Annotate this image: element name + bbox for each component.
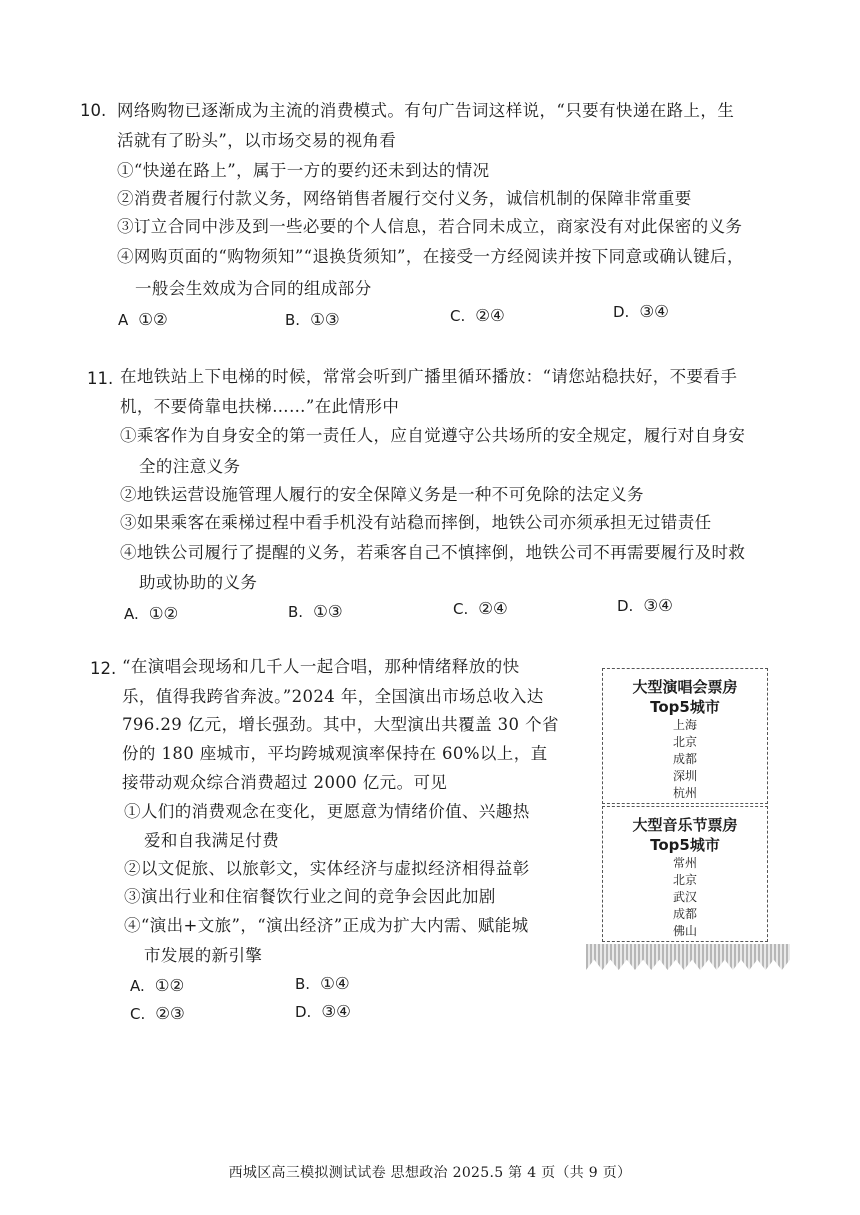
option-letter: D.: [617, 597, 634, 615]
statement-4-cont: 一般会生效成为合同的组成部分: [135, 279, 372, 298]
question-stem: 796.29 亿元，增长强劲。其中，大型演出共覆盖 30 个省: [122, 715, 559, 734]
statement-3: ③订立合同中涉及到一些必要的个人信息，若合同未成立，商家没有对此保密的义务: [117, 217, 743, 236]
question-stem: “在演唱会现场和几千人一起合唱，那种情绪释放的快: [122, 657, 520, 676]
statement-1-cont: 全的注意义务: [139, 457, 241, 476]
option-d[interactable]: [613, 301, 669, 323]
question-stem: 机，不要倚靠电扶梯……”在此情形中: [120, 397, 400, 416]
city-item: 成都: [672, 752, 697, 766]
city-item: 上海: [672, 718, 697, 732]
ticket-stub-fringe: [586, 944, 790, 970]
option-b[interactable]: [285, 309, 340, 331]
option-letter: C.: [130, 1005, 146, 1023]
concert-box-office-panel: [602, 668, 768, 804]
option-b[interactable]: [295, 973, 350, 995]
option-c[interactable]: [130, 1003, 185, 1025]
statement-3: ③如果乘客在乘梯过程中看手机没有站稳而摔倒，地铁公司亦须承担无过错责任: [120, 513, 712, 532]
option-letter: D.: [613, 303, 630, 321]
statement-4: ④网购页面的“购物须知”“退换货须知”，在接受一方经阅读并按下同意或确认键后，: [117, 247, 744, 266]
option-c[interactable]: [450, 305, 505, 327]
statement-4-cont: 市发展的新引擎: [144, 946, 263, 965]
option-text: ②④: [475, 306, 505, 325]
option-letter: A: [118, 311, 129, 329]
statement-4-cont: 助或协助的义务: [139, 573, 258, 592]
statement-1: ①乘客作为自身安全的第一责任人，应自觉遵守公共场所的安全规定，履行对自身安: [120, 426, 746, 445]
statement-4: ④“演出+文旅”，“演出经济”正成为扩大内需、赋能城: [124, 916, 529, 935]
option-text: ①②: [154, 976, 185, 995]
question-number: 10.: [80, 101, 107, 120]
option-letter: C.: [453, 600, 469, 618]
panel-subtitle: Top5城市: [650, 836, 720, 854]
question-stem: 接带动观众综合消费超过 2000 亿元。可见: [122, 773, 448, 792]
option-text: ③④: [321, 1002, 351, 1021]
option-a[interactable]: [118, 309, 168, 331]
option-letter: B.: [295, 975, 311, 993]
question-number: 12.: [90, 659, 117, 678]
panel-subtitle: Top5城市: [650, 698, 720, 716]
option-a[interactable]: [124, 603, 178, 625]
city-item: 武汉: [672, 890, 697, 904]
question-number: 11.: [87, 369, 114, 388]
option-text: ①②: [148, 604, 179, 623]
option-letter: A.: [130, 977, 145, 995]
question-stem: 网络购物已逐渐成为主流的消费模式。有句广告词这样说，“只要有快递在路上，生: [117, 101, 735, 120]
statement-4: ④地铁公司履行了提醒的义务，若乘客自己不慎摔倒，地铁公司不再需要履行及时救: [120, 543, 746, 562]
statement-3: ③演出行业和住宿餐饮行业之间的竞争会因此加剧: [124, 887, 496, 906]
statement-1: ①“快递在路上”，属于一方的要约还未到达的情况: [117, 161, 490, 180]
option-letter: B.: [285, 311, 301, 329]
statement-2: ②以文促旅、以旅彰文，实体经济与虚拟经济相得益彰: [124, 859, 530, 878]
option-b[interactable]: [288, 601, 343, 623]
option-text: ①③: [313, 602, 343, 621]
city-item: 常州: [672, 856, 697, 870]
question-stem: 在地铁站上下电梯的时候，常常会听到广播里循环播放：“请您站稳扶好，不要看手: [120, 367, 738, 386]
option-text: ②③: [155, 1004, 185, 1023]
question-stem: 份的 180 座城市，平均跨城观演率保持在 60%以上，直: [122, 744, 548, 763]
option-letter: C.: [450, 307, 466, 325]
option-letter: A.: [124, 605, 139, 623]
question-stem: 活就有了盼头”，以市场交易的视角看: [117, 131, 397, 150]
page-footer: 西城区高三模拟测试试卷 思想政治 2025.5 第 4 页（共 9 页）: [228, 1165, 632, 1181]
option-text: ①④: [320, 974, 350, 993]
panel-title: 大型演唱会票房: [632, 678, 738, 696]
city-item: 北京: [672, 873, 697, 887]
statement-2: ②地铁运营设施管理人履行的安全保障义务是一种不可免除的法定义务: [120, 485, 644, 504]
statement-2: ②消费者履行付款义务，网络销售者履行交付义务，诚信机制的保障非常重要: [117, 189, 692, 208]
option-a[interactable]: [130, 975, 184, 997]
option-c[interactable]: [453, 598, 508, 620]
question-stem: 乐，值得我跨省奔波。”2024 年，全国演出市场总收入达: [122, 687, 544, 706]
option-letter: B.: [288, 603, 304, 621]
statement-1: ①人们的消费观念在变化，更愿意为情绪价值、兴趣热: [124, 802, 530, 821]
option-text: ①②: [138, 310, 168, 329]
option-d[interactable]: [617, 595, 673, 617]
option-text: ①③: [310, 310, 340, 329]
music-festival-box-office-panel: [602, 806, 768, 942]
option-letter: D.: [295, 1003, 312, 1021]
panel-title: 大型音乐节票房: [632, 816, 738, 834]
city-item: 成都: [672, 907, 697, 921]
option-d[interactable]: [295, 1001, 351, 1023]
city-item: 佛山: [672, 924, 697, 938]
city-item: 杭州: [672, 786, 697, 800]
option-text: ③④: [643, 596, 673, 615]
city-item: 北京: [672, 735, 697, 749]
option-text: ③④: [639, 302, 669, 321]
option-text: ②④: [478, 599, 508, 618]
statement-1-cont: 爱和自我满足付费: [144, 831, 280, 850]
city-item: 深圳: [672, 769, 697, 783]
